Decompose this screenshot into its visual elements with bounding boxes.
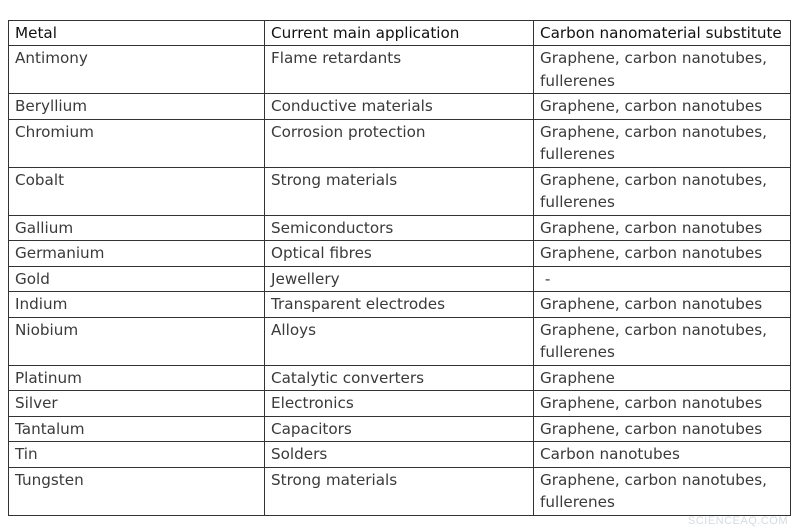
- cell-metal: Cobalt: [9, 167, 265, 215]
- cell-application: Optical fibres: [265, 241, 534, 267]
- cell-application: Alloys: [265, 317, 534, 365]
- cell-metal: Gold: [9, 266, 265, 292]
- cell-substitute: Carbon nanotubes: [534, 442, 791, 468]
- metals-substitute-table: [8, 20, 791, 516]
- table-row: [9, 467, 791, 515]
- cell-substitute: Graphene, carbon nanotubes: [534, 391, 791, 417]
- cell-application: Capacitors: [265, 416, 534, 442]
- cell-substitute: Graphene, carbon nanotubes, fullerenes: [534, 167, 791, 215]
- cell-substitute: Graphene, carbon nanotubes: [534, 215, 791, 241]
- cell-application: Corrosion protection: [265, 119, 534, 167]
- table-row: [9, 292, 791, 318]
- cell-substitute: Graphene, carbon nanotubes: [534, 416, 791, 442]
- table-row: [9, 266, 791, 292]
- cell-metal: Beryllium: [9, 94, 265, 120]
- table-row: [9, 167, 791, 215]
- header-carbon-substitute: Carbon nanomaterial substitute: [534, 21, 791, 46]
- cell-application: Conductive materials: [265, 94, 534, 120]
- cell-application: Strong materials: [265, 167, 534, 215]
- header-current-application: Current main application: [265, 21, 534, 46]
- table-row: [9, 215, 791, 241]
- table-row: [9, 442, 791, 468]
- cell-metal: Tin: [9, 442, 265, 468]
- cell-metal: Tungsten: [9, 467, 265, 515]
- table-row: [9, 119, 791, 167]
- cell-application: Electronics: [265, 391, 534, 417]
- header-metal: Metal: [9, 21, 265, 46]
- cell-substitute: Graphene, carbon nanotubes: [534, 94, 791, 120]
- watermark-text: SCIENCEAQ.COM: [687, 515, 788, 527]
- table-row: [9, 241, 791, 267]
- cell-application: Transparent electrodes: [265, 292, 534, 318]
- table-row: [9, 416, 791, 442]
- table-header-row: [9, 21, 791, 46]
- cell-metal: Niobium: [9, 317, 265, 365]
- cell-application: Flame retardants: [265, 46, 534, 94]
- cell-application: Jewellery: [265, 266, 534, 292]
- cell-application: Catalytic converters: [265, 365, 534, 391]
- metals-table-container: [8, 20, 790, 516]
- cell-metal: Chromium: [9, 119, 265, 167]
- cell-substitute: Graphene, carbon nanotubes, fullerenes: [534, 467, 791, 515]
- table-row: [9, 365, 791, 391]
- cell-metal: Platinum: [9, 365, 265, 391]
- cell-metal: Germanium: [9, 241, 265, 267]
- cell-substitute: -: [534, 266, 791, 292]
- cell-substitute: Graphene, carbon nanotubes, fullerenes: [534, 317, 791, 365]
- cell-substitute: Graphene, carbon nanotubes: [534, 292, 791, 318]
- cell-metal: Gallium: [9, 215, 265, 241]
- cell-substitute: Graphene: [534, 365, 791, 391]
- cell-application: Solders: [265, 442, 534, 468]
- table-row: [9, 391, 791, 417]
- cell-application: Semiconductors: [265, 215, 534, 241]
- cell-metal: Antimony: [9, 46, 265, 94]
- cell-substitute: Graphene, carbon nanotubes, fullerenes: [534, 119, 791, 167]
- cell-metal: Tantalum: [9, 416, 265, 442]
- cell-application: Strong materials: [265, 467, 534, 515]
- cell-substitute: Graphene, carbon nanotubes, fullerenes: [534, 46, 791, 94]
- table-row: [9, 317, 791, 365]
- table-row: [9, 94, 791, 120]
- cell-substitute: Graphene, carbon nanotubes: [534, 241, 791, 267]
- cell-metal: Indium: [9, 292, 265, 318]
- cell-metal: Silver: [9, 391, 265, 417]
- table-row: [9, 46, 791, 94]
